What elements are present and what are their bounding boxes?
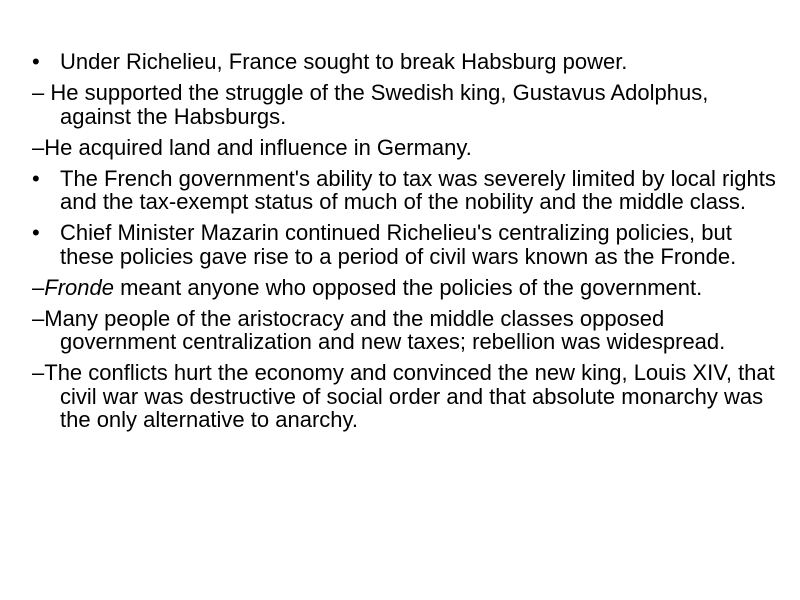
sub-item-text: He supported the struggle of the Swedish king, Gustavus Adolphus, against the Habsburgs. [50, 80, 709, 129]
dash-marker: – [32, 360, 45, 385]
bullet-marker: • [32, 220, 40, 245]
sub-item-text: The conflicts hurt the economy and convinced the new king, Louis XIV, that civil war was destructive of social order and that absolute monarchy was the only alternative to anarchy. [44, 360, 775, 432]
sub-item-1 [32, 81, 777, 128]
italic-term: Fronde [44, 274, 114, 300]
sub-item-3 [32, 276, 777, 300]
sub-item-text: Many people of the aristocracy and the middle classes opposed government centralization and new taxes; rebellion was widespread. [44, 305, 726, 354]
bullet-text: Chief Minister Mazarin continued Richelieu's centralizing policies, but these policies gave rise to a period of civil wars known as the Fronde. [60, 220, 737, 269]
dash-marker: – [32, 274, 45, 300]
sub-item-2 [32, 136, 777, 160]
sub-item-5 [32, 361, 777, 432]
dash-marker: – [32, 305, 45, 331]
bullet-item-3 [32, 221, 777, 268]
sub-item-4 [32, 307, 777, 354]
bullet-marker: • [32, 49, 40, 74]
bullet-text: The French government's ability to tax was severely limited by local rights and the tax-exempt status of much of the nobility and the middle class. [60, 165, 776, 214]
dash-marker: – [32, 80, 51, 105]
bullet-item-1 [32, 50, 777, 74]
sub-item-text: meant anyone who opposed the policies of the government. [113, 274, 703, 300]
slide-body [32, 50, 777, 439]
bullet-text: Under Richelieu, France sought to break Habsburg power. [60, 49, 628, 74]
bullet-marker: • [32, 165, 40, 191]
dash-marker: – [32, 134, 45, 160]
bullet-item-2 [32, 167, 777, 214]
sub-item-text: He acquired land and influence in Germany. [44, 134, 472, 160]
